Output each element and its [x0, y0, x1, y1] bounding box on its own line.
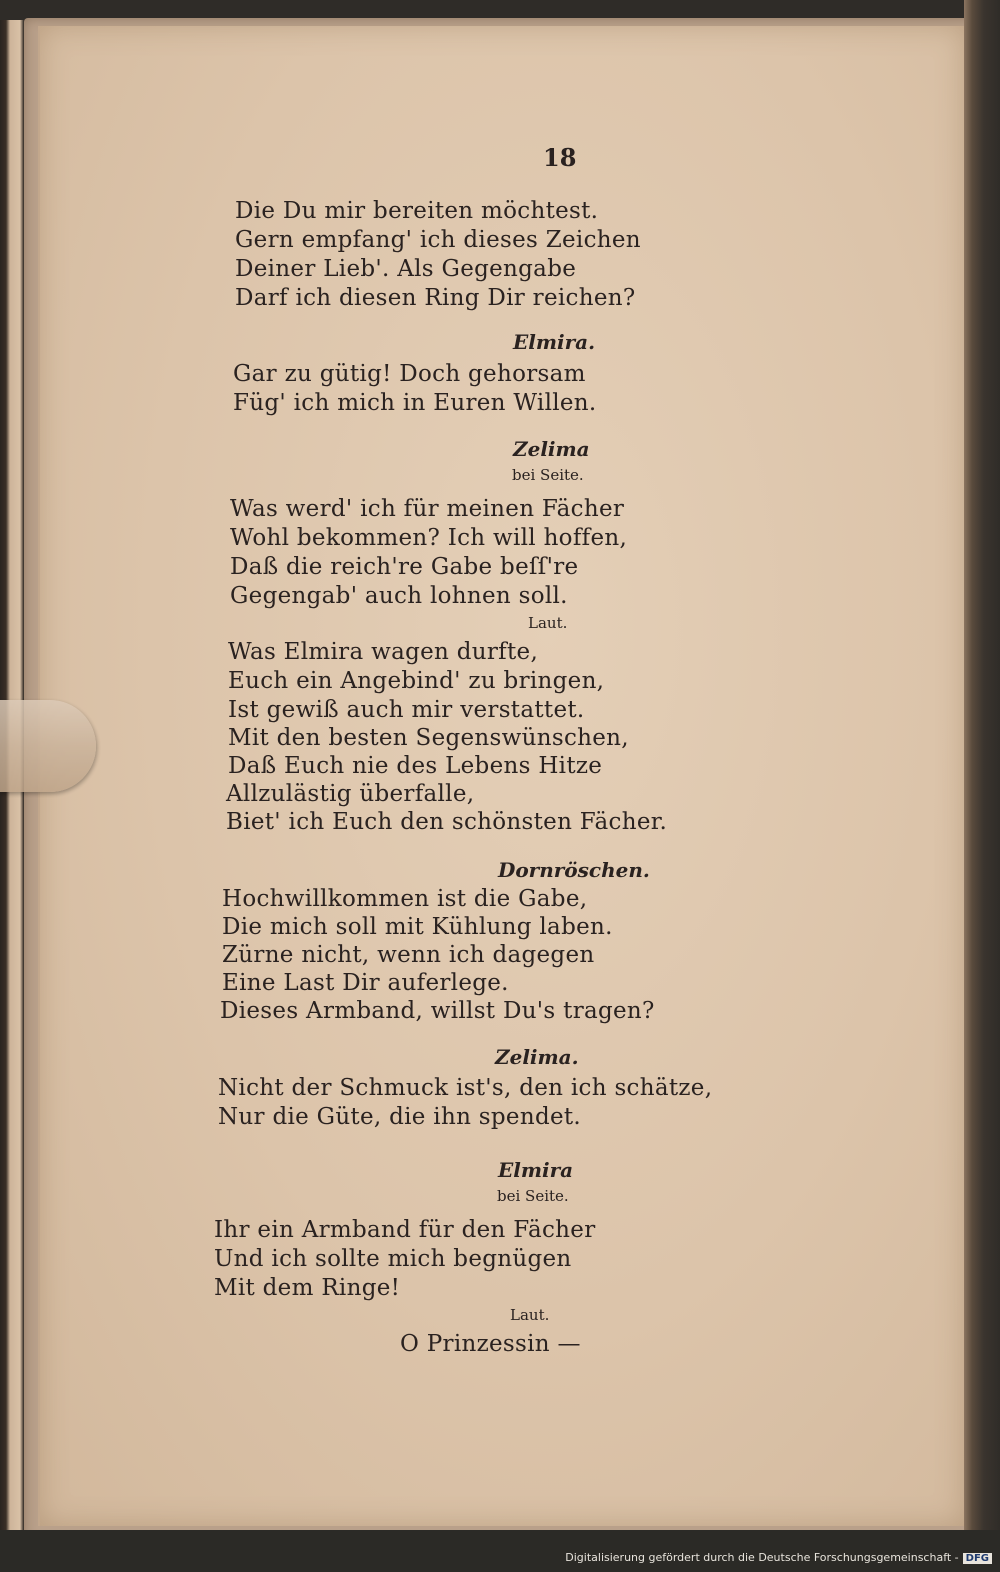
- verse-line: Dieses Armband, willst Du's tragen?: [220, 998, 655, 1024]
- speaker-name: Zelima: [513, 437, 590, 461]
- verse-line: Mit den besten Segenswünschen,: [228, 725, 629, 751]
- stage-direction: Laut.: [528, 614, 568, 632]
- verse-line: Allzulästig überfalle,: [226, 781, 475, 807]
- verse-line: Ihr ein Armband für den Fächer: [214, 1217, 596, 1243]
- verse-line: Gern empfang' ich dieses Zeichen: [235, 227, 641, 253]
- verse-line: Und ich sollte mich begnügen: [214, 1246, 572, 1272]
- verse-line: Euch ein Angebind' zu bringen,: [228, 668, 605, 694]
- verse-line: Gar zu gütig! Doch gehorsam: [233, 361, 586, 387]
- verse-line: Die mich soll mit Kühlung laben.: [222, 914, 613, 940]
- stage-direction: bei Seite.: [512, 466, 584, 484]
- stage-direction: Laut.: [510, 1306, 550, 1324]
- dfg-logo: DFG: [963, 1553, 992, 1564]
- verse-line: Was werd' ich für meinen Fächer: [230, 496, 625, 522]
- book-spine-shadow: [964, 0, 1000, 1572]
- verse-line: O Prinzessin —: [400, 1331, 581, 1357]
- speaker-name: Dornröschen.: [498, 858, 650, 882]
- credit-text: Digitalisierung gefördert durch die Deutsche Forschungsgemeinschaft -: [565, 1551, 959, 1564]
- verse-line: Die Du mir bereiten möchtest.: [235, 198, 599, 224]
- verse-line: Biet' ich Euch den schönsten Fächer.: [226, 809, 668, 835]
- verse-line: Darf ich diesen Ring Dir reichen?: [235, 285, 636, 311]
- stage-direction: bei Seite.: [497, 1187, 569, 1205]
- page-clip: [0, 700, 96, 792]
- verse-line: Deiner Lieb'. Als Gegengabe: [235, 256, 577, 282]
- verse-line: Mit dem Ringe!: [214, 1275, 401, 1301]
- speaker-name: Zelima.: [495, 1045, 579, 1069]
- verse-line: Daß Euch nie des Lebens Hitze: [228, 753, 603, 779]
- scan-top-border: [0, 0, 1000, 20]
- page-number: 18: [543, 143, 577, 172]
- verse-line: Eine Last Dir auferlege.: [222, 970, 509, 996]
- verse-line: Wohl bekommen? Ich will hoffen,: [230, 525, 628, 551]
- verse-line: Ist gewiß auch mir verstattet.: [228, 697, 585, 723]
- digitization-credit: [565, 1551, 992, 1564]
- verse-line: Zürne nicht, wenn ich dagegen: [222, 942, 595, 968]
- verse-line: Was Elmira wagen durfte,: [228, 639, 539, 665]
- speaker-name: Elmira: [498, 1158, 574, 1182]
- verse-line: Hochwillkommen ist die Gabe,: [222, 886, 588, 912]
- verse-line: Nicht der Schmuck ist's, den ich schätze,: [218, 1075, 713, 1101]
- verse-line: Füg' ich mich in Euren Willen.: [233, 390, 597, 416]
- speaker-name: Elmira.: [513, 330, 596, 354]
- verse-line: Daß die reich're Gabe beſſ're: [230, 554, 579, 580]
- verse-line: Gegengab' auch lohnen soll.: [230, 583, 568, 609]
- verse-line: Nur die Güte, die ihn spendet.: [218, 1104, 582, 1130]
